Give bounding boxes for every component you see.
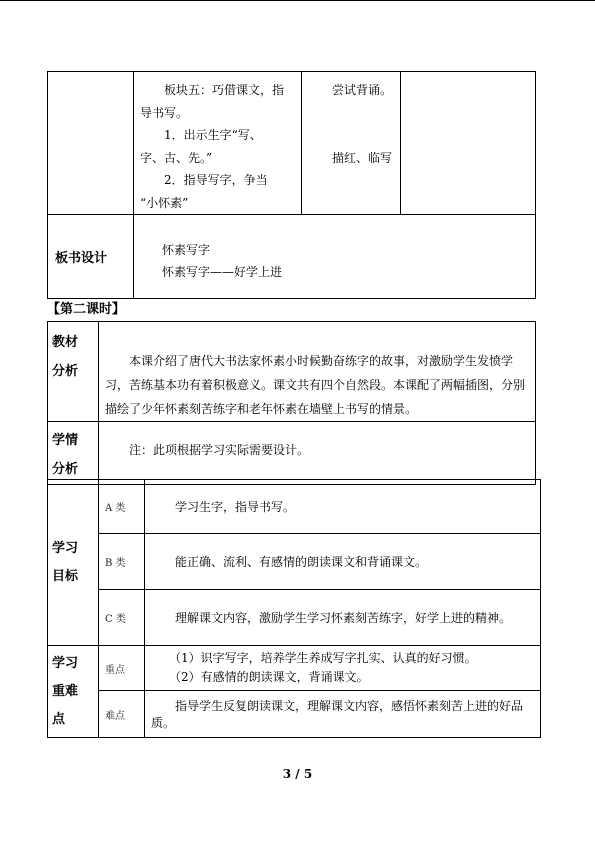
board-design-label: 板书设计 [55,251,108,266]
textbook-analysis-cell [99,322,536,422]
board-line-2: 怀素写字——好学上进 [162,265,283,279]
goal-b-label: B 类 [105,558,126,569]
goal-c-label: C 类 [105,614,126,625]
goal-a-text: 学习生字，指导书写。 [175,500,296,514]
student-activity-1: 尝试背诵。 [332,83,393,97]
goal-b-text: 能正确、流利、有感情的朗读课文和背诵课文。 [175,555,428,569]
focus-label-cell [99,646,145,691]
difficulty-label: 难点 [105,710,125,722]
block5-line-1: 板块五：巧借课文，指 [164,83,285,97]
goal-a-label-cell [99,480,145,534]
textbook-analysis-label-cell [48,322,99,422]
textbook-analysis-label-2: 分析 [52,364,79,379]
textbook-analysis-line-2: 习，苦练基本功有着积极意义。课文共有四个自然段。本课配了两幅插图，分别 [105,378,526,392]
textbook-analysis-label-1: 教材 [52,335,79,350]
step2-line-1: 2．指导写字，争当 [164,173,268,187]
goal-b-cell [145,534,541,590]
textbook-analysis-line-1: 本课介绍了唐代大书法家怀素小时候勤奋练字的故事，对激励学生发愤学 [129,354,514,368]
goal-c-text: 理解课文内容，激励学生学习怀素刻苦练字，好学上进的精神。 [175,611,512,625]
key-points-label-3: 点 [52,711,66,727]
board-line-1: 怀素写字 [162,243,211,257]
learner-analysis-label-cell [48,422,99,485]
board-design-content-cell [134,215,536,299]
focus-label: 重点 [105,664,125,676]
goals-label-2: 目标 [52,568,79,584]
block5-line-2: 导书写。 [140,105,189,120]
lesson-process-table [47,71,536,299]
goals-table [47,479,541,738]
key-points-label-cell [48,646,99,738]
goal-a-label: A 类 [105,503,126,514]
empty-label-cell [48,72,134,215]
goals-label-cell [48,480,99,646]
focus-cell [145,646,541,691]
board-design-label-cell [48,215,134,299]
step2-line-2: “小怀素” [140,195,189,210]
difficulty-cell [145,691,541,738]
difficulty-label-cell [99,691,145,738]
step1-line-1: 1．出示生字“写、 [164,128,262,142]
goal-c-cell [145,590,541,646]
teacher-activity-cell [134,72,302,215]
focus-line-2: （2）有感情的朗读课文，背诵课文。 [169,670,369,684]
key-points-label-1: 学习 [52,655,79,671]
step1-line-2: 字、古、先。” [140,150,213,165]
learner-analysis-label-1: 学情 [52,433,79,448]
difficulty-text: 指导学生反复朗读课文，理解课文内容，感悟怀素刻苦上进的好品质。 [151,699,524,730]
goal-c-label-cell [99,590,145,646]
analysis-table [47,321,536,485]
goal-b-label-cell [99,534,145,590]
page-top-border [0,0,595,1]
learner-analysis-text: 注：此项根据学习实际需要设计。 [129,443,310,457]
goal-a-cell [145,480,541,534]
key-points-label-2: 重难 [52,683,79,699]
goals-label-1: 学习 [52,540,79,556]
focus-line-1: （1）识字写字，培养学生养成写字扎实、认真的好习惯。 [169,651,477,665]
student-activity-2: 描红、临写 [332,150,393,165]
learner-analysis-cell [99,422,536,485]
learner-analysis-label-2: 分析 [52,462,79,477]
page-number: 3 / 5 [282,767,313,781]
empty-notes-cell [401,72,536,215]
section-title-second-lesson: 【第二课时】 [47,302,126,317]
student-activity-cell [302,72,401,215]
textbook-analysis-line-3: 描绘了少年怀素刻苦练字和老年怀素在墙壁上书写的情景。 [105,402,418,416]
